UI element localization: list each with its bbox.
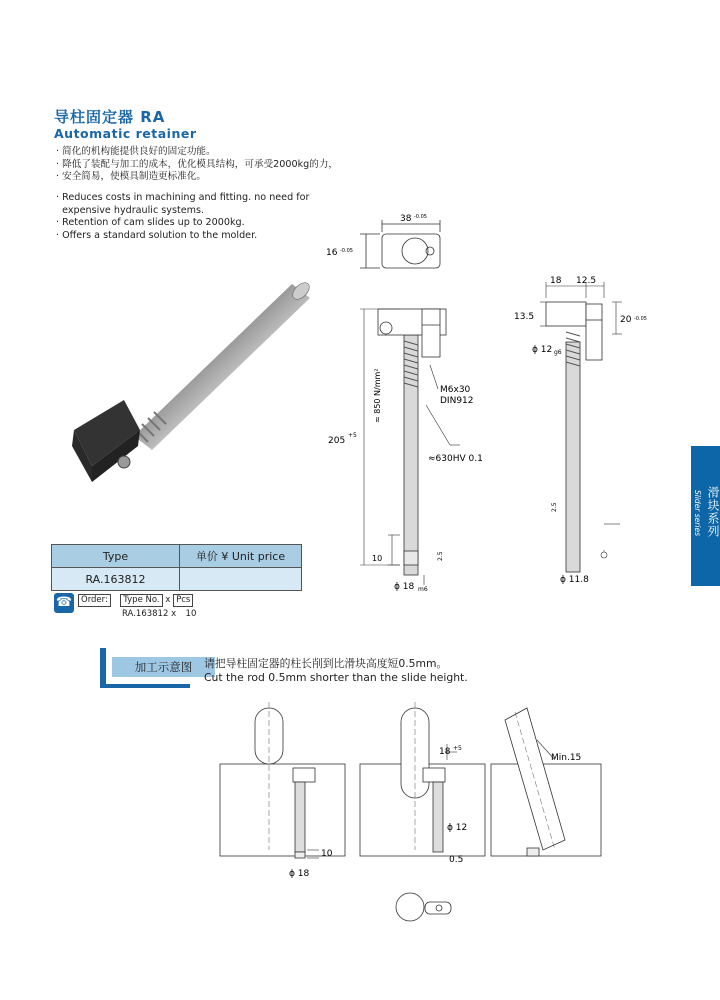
price-table bbox=[51, 544, 302, 591]
side-view-drawing bbox=[510, 272, 670, 590]
dim-side-w2: 12.5 bbox=[576, 276, 597, 286]
order-example-x: x bbox=[171, 609, 177, 619]
table-cell bbox=[180, 568, 302, 591]
dim-top-width: 38 bbox=[400, 214, 412, 224]
proc-b-top-tol: +5 bbox=[453, 745, 462, 752]
proc-b-dia: ϕ 12 bbox=[447, 823, 468, 833]
front-view-drawing bbox=[320, 295, 500, 600]
process-label: 加工示意图 bbox=[112, 657, 215, 677]
screw-label: M6x30 bbox=[440, 385, 471, 395]
process-text-en: Cut the rod 0.5mm shorter than the slide height. bbox=[204, 671, 468, 684]
dim-side-h1: 13.5 bbox=[514, 312, 535, 322]
dim-rod-fit: m6 bbox=[418, 586, 428, 593]
phone-icon[interactable]: ☎ bbox=[54, 593, 74, 613]
dim-pin-dia: ϕ 12 bbox=[532, 345, 553, 355]
feature-item: · 简化的机构能提供良好的固定功能。 bbox=[56, 146, 216, 157]
dim-rod-dia: ϕ 18 bbox=[394, 582, 415, 592]
dim-top-width-tol: -0.05 bbox=[414, 214, 427, 220]
order-label: Order: bbox=[78, 594, 111, 607]
dim-bottom: 10 bbox=[372, 554, 383, 563]
features-en bbox=[56, 192, 309, 242]
dim-length: 205 bbox=[328, 436, 346, 446]
block-shape bbox=[72, 400, 140, 482]
dim-side-bottom: ϕ 11.8 bbox=[560, 575, 589, 585]
col-price: 单价 ¥ Unit price bbox=[180, 545, 302, 568]
order-example-type: RA.163812 bbox=[122, 609, 169, 619]
proc-b-top: 18 bbox=[439, 747, 451, 757]
dim-top-height-tol: -0.05 bbox=[340, 248, 353, 254]
process-text bbox=[204, 657, 468, 685]
order-type-no: Type No. bbox=[120, 594, 162, 607]
col-type: Type bbox=[52, 545, 180, 568]
table-cell: RA.163812 bbox=[52, 568, 180, 591]
dim-side-chamfer: 2.5 bbox=[551, 502, 558, 512]
dim-top-height: 16 bbox=[326, 248, 338, 258]
feature-item: · Offers a standard solution to the molder. bbox=[56, 229, 258, 241]
product-photo bbox=[62, 270, 332, 490]
proc-a-len: 10 bbox=[321, 849, 333, 859]
proc-b-gap: 0.5 bbox=[449, 855, 464, 865]
order-example-qty: 10 bbox=[185, 609, 197, 619]
hardness: ≈630HV 0.1 bbox=[428, 454, 483, 464]
side-tab-cn: 滑块系列 bbox=[706, 486, 720, 538]
proc-c-min: Min.15 bbox=[551, 753, 582, 763]
dim-pin-fit: g6 bbox=[554, 349, 562, 356]
section-bar bbox=[100, 648, 106, 688]
page-title: 导柱固定器 RA bbox=[54, 108, 166, 126]
dim-side-h2-tol: -0.05 bbox=[634, 316, 647, 322]
dim-side-h2: 20 bbox=[620, 315, 632, 325]
feature-item: · 降低了装配与加工的成本，优化模具结构，可承受2000kg的力， bbox=[56, 158, 339, 170]
spring-force: ≈ 850 N/mm² bbox=[373, 368, 382, 423]
feature-item: · Retention of cam slides up to 2000kg. bbox=[56, 217, 245, 229]
rod-shape bbox=[134, 280, 312, 450]
feature-item: · 安全简易，使模具制造更标准化。 bbox=[56, 171, 207, 183]
order-info bbox=[78, 594, 193, 607]
features-cn bbox=[56, 146, 338, 184]
side-tab[interactable] bbox=[691, 446, 720, 586]
dim-side-w1: 18 bbox=[550, 276, 562, 286]
feature-item: expensive hydraulic systems. bbox=[56, 204, 205, 216]
proc-a-dia: ϕ 18 bbox=[289, 869, 310, 879]
side-tab-en: Slider series bbox=[693, 490, 702, 536]
process-diagrams bbox=[215, 700, 615, 940]
screw-std: DIN912 bbox=[440, 396, 474, 406]
order-example bbox=[122, 609, 196, 619]
dim-length-tol: +5 bbox=[348, 432, 357, 439]
feature-item: · Reduces costs in machining and fitting. no need for bbox=[56, 192, 310, 203]
top-view-drawing bbox=[320, 208, 470, 280]
page-subtitle: Automatic retainer bbox=[54, 126, 197, 141]
order-pcs: Pcs bbox=[173, 594, 193, 607]
order-x: x bbox=[165, 595, 171, 605]
dim-chamfer: 2.5 bbox=[437, 551, 444, 561]
process-text-cn: 请把导柱固定器的柱长削到比滑块高度短0.5mm。 bbox=[204, 657, 448, 670]
section-bar-h bbox=[100, 684, 190, 688]
